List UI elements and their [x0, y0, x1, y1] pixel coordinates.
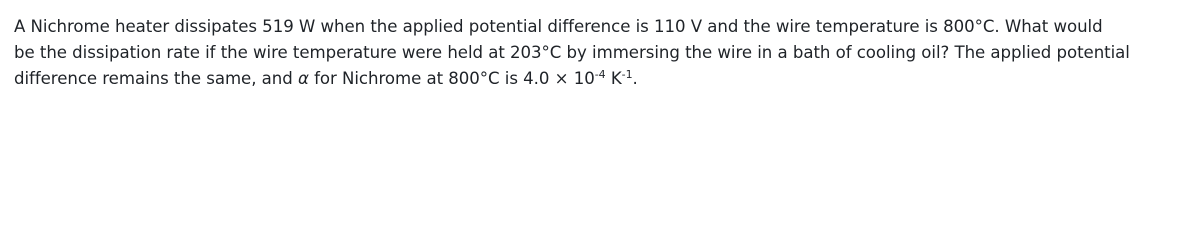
exponent-minus-1: -1 [621, 68, 633, 81]
alpha-symbol: α [297, 69, 309, 88]
problem-statement [14, 14, 1192, 92]
unit-kelvin: K [605, 69, 622, 88]
line3-before: difference remains the same, and [14, 69, 298, 88]
problem-line-1: A Nichrome heater dissipates 519 W when the applied potential difference is 110 V and the wire temperature is 800°C. What would [14, 17, 1103, 36]
problem-line-2: be the dissipation rate if the wire temperature were held at 203°C by immersing the wire in a bath of cooling oil? The applied potential [14, 43, 1130, 62]
problem-line-3 [14, 66, 1192, 92]
line3-end: . [632, 69, 638, 88]
line3-middle: for Nichrome at 800°C is 4.0 × 10 [308, 69, 595, 88]
exponent-minus-4: -4 [594, 68, 606, 81]
